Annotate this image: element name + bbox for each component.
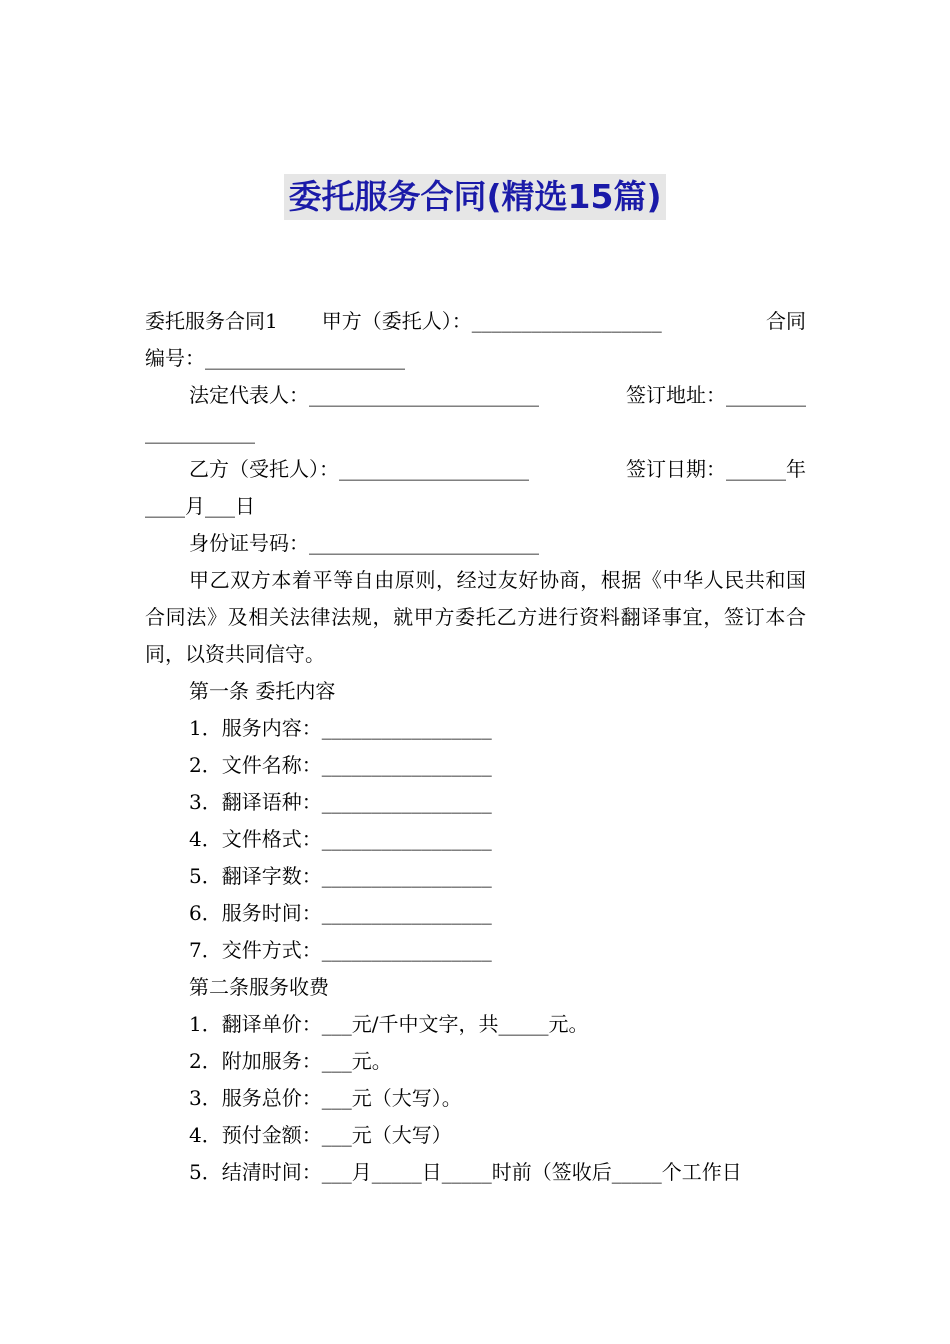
document-title: 委托服务合同(精选15篇) [284,174,665,220]
article-1-item: 4．文件格式：_________________ [189,827,492,851]
contract-line-5 [145,451,806,488]
article-2-heading: 第二条服务收费 [189,975,329,999]
contract-line-1 [145,303,806,340]
article-1-item: 7．交件方式：_________________ [189,938,492,962]
contract-heading: 委托服务合同1 [145,309,278,333]
article-2-item: 5．结清时间：___月_____日_____时前（签收后_____个工作日 [189,1160,742,1184]
article-1-item: 6．服务时间：_________________ [189,901,492,925]
contract-number-label: 合同 [766,309,806,333]
article-1-item: 3．翻译语种：_________________ [189,790,492,814]
article-1-item: 5．翻译字数：_________________ [189,864,492,888]
article-1-item: 2．文件名称：_________________ [189,753,492,777]
contract-line-3 [145,377,806,414]
party-a-field: 甲方（委托人）：___________________ [321,309,662,333]
article-2-item: 4．预付金额：___元（大写） [189,1123,452,1147]
document-title-wrap [0,174,950,220]
article-1-item: 1．服务内容：_________________ [189,716,492,740]
signing-address-field: 签订地址：________ [626,383,806,407]
article-2-item: 1．翻译单价：___元/千中文字，共_____元。 [189,1012,589,1036]
article-2-item: 3．服务总价：___元（大写）。 [189,1086,462,1110]
signing-date-continuation: ____月___日 [145,494,255,518]
article-1-heading: 第一条 委托内容 [189,679,336,703]
party-b-field: 乙方（受托人）：___________________ [189,457,529,481]
legal-representative-field: 法定代表人：_______________________ [189,383,539,407]
id-number-field: 身份证号码：_______________________ [189,531,539,555]
contract-number-field: 编号：____________________ [145,346,405,370]
signing-date-field: 签订日期：______年 [626,457,806,481]
signing-address-continuation: ___________ [145,420,255,444]
document-body [145,303,806,1191]
contract-preamble: 甲乙双方本着平等自由原则，经过友好协商，根据《中华人民共和国合同法》及相关法律法规，就甲方委托乙方进行资料翻译事宜，签订本合同，以资共同信守。 [145,568,806,666]
article-2-item: 2．附加服务：___元。 [189,1049,392,1073]
